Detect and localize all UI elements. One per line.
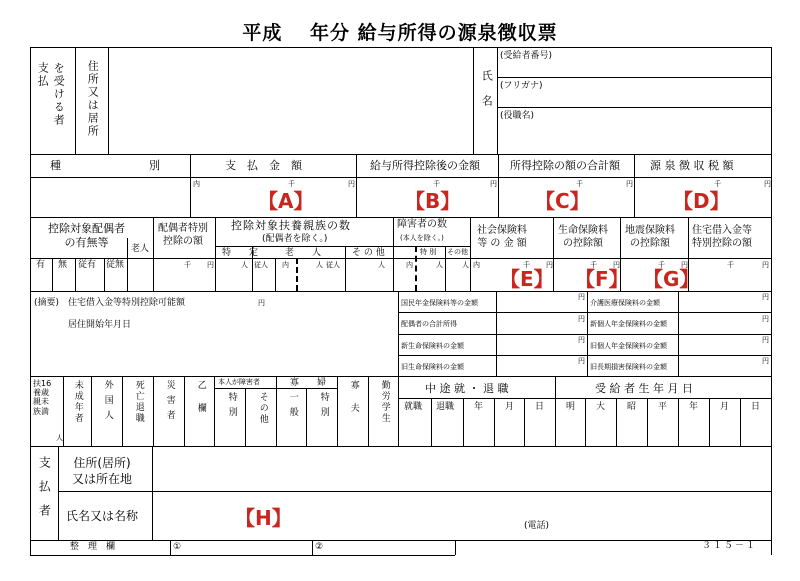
junin-label: 従人 — [254, 261, 268, 269]
payer-address-label: 住所(居所) 又は所在地 — [72, 456, 133, 487]
uchi-label: 内 — [473, 261, 480, 269]
seiri-1: ① — [173, 542, 182, 552]
spouse-none: 無 — [58, 260, 68, 270]
recipient-number: (受給者番号) — [500, 51, 553, 61]
en-label: 円 — [762, 293, 769, 301]
self-disabled-special: 特別 — [226, 392, 237, 422]
widow-header: 寡 婦 — [290, 378, 327, 388]
payer-label: 支払者 — [37, 456, 52, 528]
en-label: 円 — [762, 336, 769, 344]
sen-label: 千 — [184, 261, 191, 269]
employ-label: 就職 — [404, 402, 423, 412]
old-pension: 旧個人年金保険料の金額 — [590, 342, 667, 350]
payer-name-label: 氏名又は名称 — [66, 509, 139, 523]
sen-label: 千 — [433, 180, 440, 188]
spouse-fuyu: 従有 — [78, 260, 97, 270]
nin-label: 人 — [462, 261, 469, 269]
sen-label: 千 — [658, 261, 665, 269]
dependents-sub: (配偶者を除く。) — [262, 234, 328, 244]
pay-header: 支 払 金 額 — [225, 159, 302, 172]
dependents-under16-nin: 人 — [56, 434, 63, 442]
en-label: 円 — [681, 261, 688, 269]
en-label: 円 — [578, 315, 585, 323]
en-label: 円 — [207, 261, 214, 269]
widow-special: 特別 — [318, 392, 329, 422]
disabled-header: 障害者の数 — [397, 219, 447, 230]
form-title: 平成 年分 給与所得の源泉徴収票 — [242, 22, 558, 44]
self-disabled-header: 本人が障害者 — [218, 378, 260, 386]
uchi-label: 内 — [282, 261, 289, 269]
social-header: 社会保険料 等 の 金 額 — [477, 225, 527, 249]
nin-label: 人 — [436, 261, 443, 269]
total-deduction-header: 所得控除の額の合計額 — [510, 159, 620, 172]
spouse-old: 老人 — [131, 244, 150, 254]
day-label: 日 — [535, 402, 545, 412]
month-label: 月 — [505, 402, 515, 412]
disabled-special: 特 別 — [420, 248, 437, 256]
en-label: 円 — [762, 357, 769, 365]
sen-label: 千 — [727, 261, 734, 269]
memo-label: (摘要) — [34, 298, 60, 308]
birth-header: 受 給 者 生 年 月 日 — [595, 382, 693, 395]
disabled-sub: (本人を除く。) — [400, 234, 444, 242]
widow-general: 一般 — [287, 392, 298, 422]
after-deduction-header: 給与所得控除後の金額 — [370, 159, 480, 172]
birth-day-label: 日 — [751, 402, 761, 412]
disaster-header: 災害者 — [164, 380, 175, 425]
en-label: 円 — [490, 180, 497, 188]
marker-b: 【B】 — [405, 189, 461, 213]
name-label: 氏名 — [480, 70, 494, 120]
life-header: 生命保険料 の控除額 — [558, 225, 608, 249]
nin-label: 人 — [316, 261, 323, 269]
disabled-other: その他 — [447, 248, 468, 256]
student-header: 勤労学生 — [379, 380, 390, 424]
sen-label: 千 — [523, 261, 530, 269]
sen-label: 千 — [714, 180, 721, 188]
en-label: 円 — [626, 180, 633, 188]
marker-c: 【C】 — [535, 189, 590, 213]
position: (役職名) — [500, 111, 535, 121]
start-date: 居住開始年月日 — [68, 320, 132, 330]
other-header: そ の 他 — [352, 248, 385, 258]
payee-label-1: 支払 — [36, 62, 50, 88]
en-label: 円 — [578, 336, 585, 344]
medical: 介護医療保険料の金額 — [590, 299, 660, 307]
en-label: 円 — [764, 180, 771, 188]
en-label: 円 — [348, 180, 355, 188]
dependents-under16: 扶16 養歳 親未 族満 — [33, 379, 52, 416]
new-life: 新生命保険料の金額 — [401, 342, 464, 350]
midyear-header: 中 途 就 ・ 退 職 — [425, 382, 509, 395]
quake-header: 地震保険料 の控除額 — [625, 225, 675, 249]
national-pension: 国民年金保険料等の金額 — [401, 299, 478, 307]
en-label: 円 — [546, 261, 553, 269]
sen-label: 千 — [576, 180, 583, 188]
marker-f: 【F】 — [575, 267, 629, 291]
taisho-label: 大 — [596, 402, 606, 412]
nin-label: 人 — [378, 261, 385, 269]
marker-g: 【G】 — [643, 267, 700, 291]
dependents-header: 控除対象扶養親族の数 — [231, 219, 351, 232]
uchi-label: 内 — [406, 261, 413, 269]
spouse-income: 配偶者の合計所得 — [401, 320, 457, 328]
old-header: 老 人 — [285, 248, 322, 258]
marker-e: 【E】 — [500, 267, 554, 291]
heisei-label: 平 — [658, 402, 668, 412]
housing-header: 住宅借入金等 特別控除の額 — [692, 225, 752, 249]
retire-label: 退職 — [436, 402, 455, 412]
marker-d: 【D】 — [673, 189, 730, 213]
spouse-has: 有 — [36, 260, 46, 270]
payer-phone: (電話) — [524, 521, 550, 531]
sen-label: 千 — [288, 180, 295, 188]
furigana: (フリガナ) — [500, 81, 543, 91]
year-label: 年 — [474, 402, 484, 412]
birth-month-label: 月 — [720, 402, 730, 412]
type-header: 種 別 — [50, 159, 160, 172]
form-code: ３１５－１ — [702, 541, 758, 551]
marker-h: 【H】 — [235, 506, 292, 530]
birth-year-label: 年 — [689, 402, 699, 412]
junin-label: 従人 — [326, 261, 340, 269]
spouse-fumu: 従無 — [106, 260, 125, 270]
en-label: 円 — [762, 261, 769, 269]
new-pension: 新個人年金保険料の金額 — [590, 320, 667, 328]
minor-header: 未成年者 — [72, 380, 83, 424]
tax-header: 源 泉 徴 収 税 額 — [650, 159, 734, 172]
showa-label: 昭 — [627, 402, 637, 412]
death-retire-header: 死亡退職 — [133, 380, 144, 424]
en-label: 円 — [578, 293, 585, 301]
special-header: 特 定 — [222, 248, 259, 258]
en-label: 円 — [762, 315, 769, 323]
nin-label: 人 — [241, 261, 248, 269]
spouse-header: 控除対象配偶者 の有無等 — [48, 222, 125, 250]
en-label: 円 — [613, 261, 620, 269]
self-disabled-other: その他 — [257, 392, 268, 425]
old-longterm: 旧長期損害保険料の金額 — [590, 363, 667, 371]
old-life: 旧生命保険料の金額 — [401, 363, 464, 371]
sen-label: 千 — [590, 261, 597, 269]
meiji-label: 明 — [566, 402, 576, 412]
foreigner-header: 外国人 — [102, 380, 113, 425]
seiri-2: ② — [315, 542, 324, 552]
spouse-special-header: 配偶者特別 控除の額 — [158, 223, 208, 247]
seiri-label: 整 理 欄 — [70, 542, 116, 552]
otsu-header: 乙欄 — [195, 380, 206, 426]
payee-label-2: を受ける者 — [52, 62, 66, 127]
uchi-label: 内 — [193, 180, 200, 188]
marker-a: 【A】 — [258, 189, 314, 213]
housing-possible-en: 円 — [258, 299, 265, 307]
housing-possible: 住宅借入金等特別控除可能額 — [68, 298, 186, 308]
address-label: 住所又は居所 — [86, 60, 100, 138]
en-label: 円 — [578, 357, 585, 365]
widower-header: 寡夫 — [348, 380, 359, 426]
